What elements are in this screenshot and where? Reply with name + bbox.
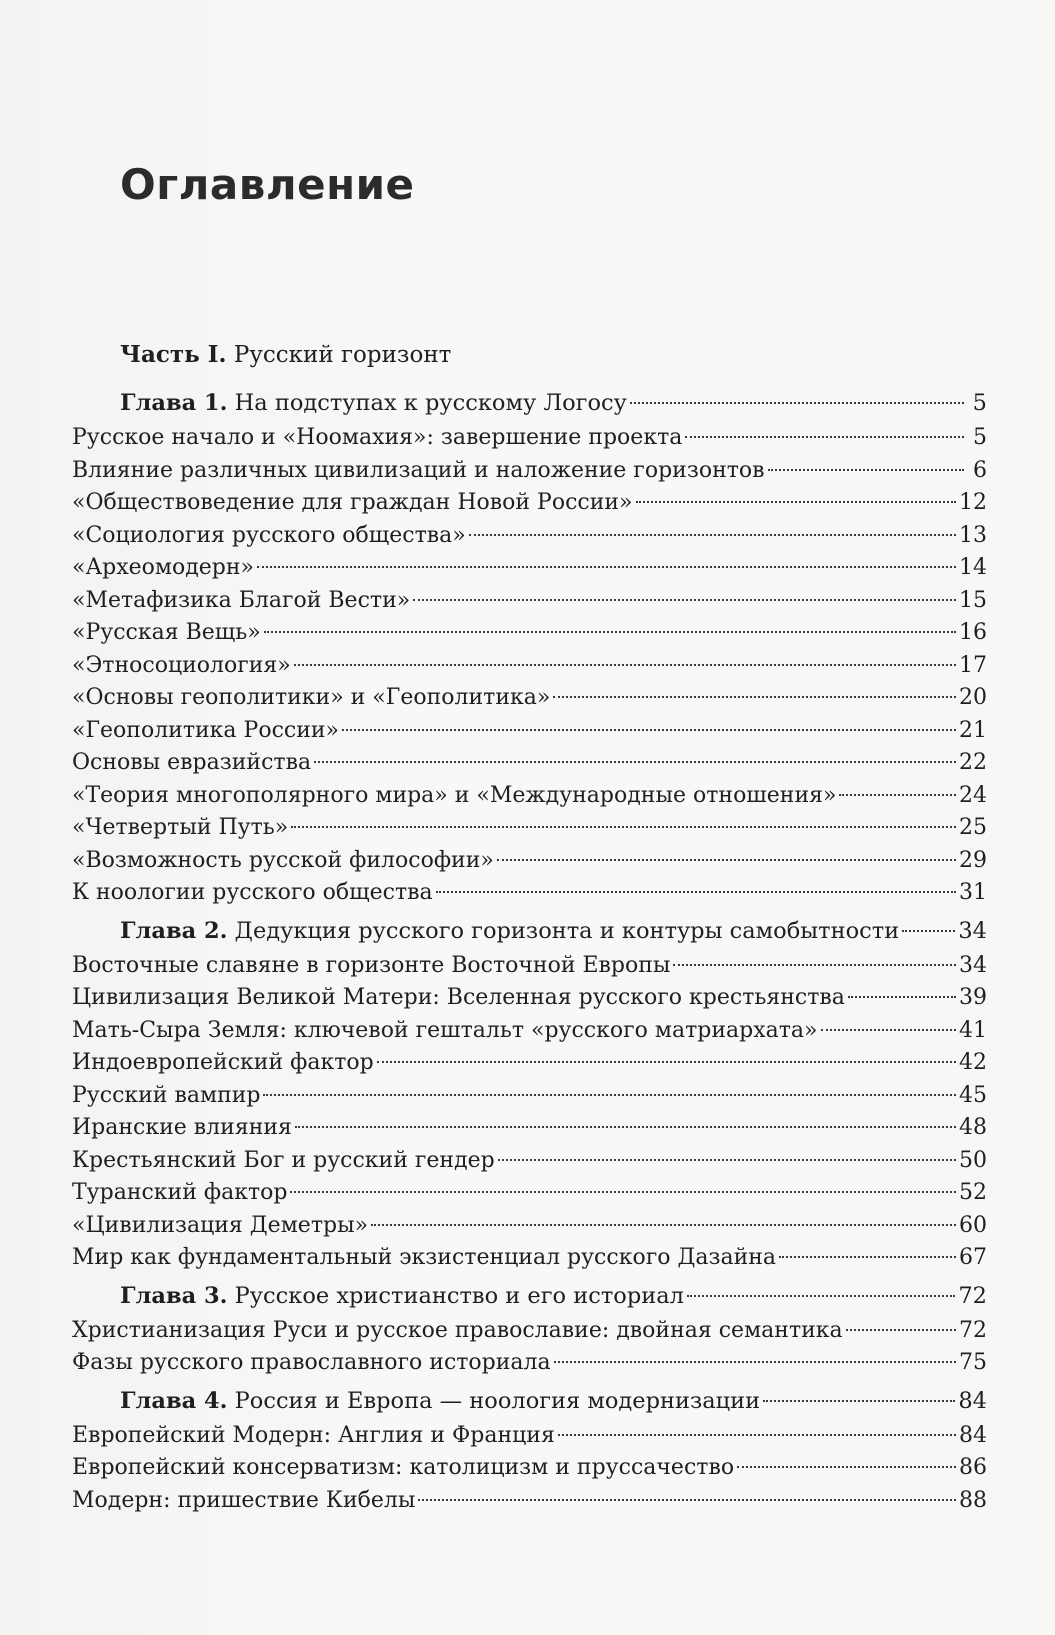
chapter-title-wrap: [120, 384, 627, 422]
dot-leader: [846, 1329, 956, 1331]
toc-entry[interactable]: [72, 1047, 987, 1080]
chapter-title: Русское христианство и его историал: [234, 1282, 684, 1309]
toc-entry[interactable]: [72, 1315, 987, 1348]
dot-leader: [673, 964, 956, 966]
dot-leader: [263, 1094, 956, 1096]
toc-entry[interactable]: [72, 520, 987, 553]
page-number: 6: [973, 457, 987, 483]
toc-entry[interactable]: [72, 1080, 987, 1113]
dot-leader: [413, 599, 956, 601]
dot-leader: [497, 859, 956, 861]
dot-leader: [763, 1400, 955, 1402]
chapter-title-wrap: [120, 1277, 684, 1315]
dot-leader: [377, 1061, 956, 1063]
page-number: 72: [958, 1282, 987, 1309]
chapter-prefix: Глава 4.: [120, 1387, 228, 1414]
toc-entry[interactable]: [72, 1177, 987, 1210]
entry-title: К ноологии русского общества: [72, 880, 433, 905]
toc-entry[interactable]: [72, 877, 987, 910]
page-number: 29: [959, 847, 987, 873]
dot-leader: [290, 1191, 956, 1193]
page-number: 41: [959, 1017, 987, 1043]
toc-entry[interactable]: [72, 682, 987, 715]
page-number: 84: [958, 1387, 987, 1414]
dot-leader: [821, 1029, 957, 1031]
toc-entry[interactable]: [72, 1485, 987, 1518]
page-number: 31: [959, 880, 987, 905]
chapter-title: На подступах к русскому Логосу: [234, 390, 627, 416]
entry-title: «Возможность русской философии»: [72, 847, 494, 873]
entry-title: Туранский фактор: [72, 1180, 288, 1205]
chapter-prefix: Глава 3.: [120, 1282, 228, 1309]
entry-title: «Этносоциология»: [72, 652, 291, 678]
dot-leader: [737, 1466, 956, 1468]
entry-title: Крестьянский Бог и русский гендер: [72, 1147, 495, 1173]
entry-title: «Социология русского общества»: [72, 522, 466, 548]
toc-entry[interactable]: [72, 552, 987, 585]
dot-leader: [902, 930, 955, 932]
toc-entry[interactable]: [72, 780, 987, 813]
dot-leader: [257, 566, 956, 568]
toc-entry[interactable]: [72, 1015, 987, 1048]
entry-title: Христианизация Руси и русское православие: двойная семантика: [72, 1317, 843, 1343]
dot-leader: [558, 1434, 956, 1436]
dot-leader: [636, 501, 956, 503]
toc-entry[interactable]: [72, 715, 987, 748]
page-number: 15: [959, 587, 987, 613]
page-number: 34: [959, 952, 987, 978]
entry-title: Фазы русского православного историала: [72, 1350, 551, 1375]
toc-entry[interactable]: [72, 1242, 987, 1275]
page-number: 34: [958, 917, 987, 944]
dot-leader: [687, 1295, 955, 1297]
page-number: 17: [959, 652, 987, 678]
dot-leader: [264, 631, 956, 633]
toc-entry[interactable]: [72, 1452, 987, 1485]
page-number: 5: [972, 390, 987, 416]
table-of-contents: [72, 336, 987, 1517]
entry-title: «Четвертый Путь»: [72, 815, 289, 840]
chapter-heading[interactable]: [72, 912, 987, 950]
page-number: 45: [959, 1082, 987, 1108]
toc-entry[interactable]: [72, 455, 987, 488]
chapter-prefix: Глава 2.: [120, 917, 228, 944]
entry-title: Основы евразийства: [72, 750, 312, 775]
entry-title: Цивилизация Великой Матери: Вселенная русского крестьянства: [72, 985, 845, 1010]
dot-leader: [371, 1224, 956, 1226]
dot-leader: [839, 794, 956, 796]
page-number: 48: [959, 1115, 987, 1140]
entry-title: Иранские влияния: [72, 1115, 292, 1140]
entry-title: «Геополитика России»: [72, 717, 340, 743]
page-number: 14: [959, 555, 987, 580]
dot-leader: [779, 1256, 956, 1258]
toc-entry[interactable]: [72, 845, 987, 878]
dot-leader: [294, 664, 956, 666]
chapter-3-items: [72, 1315, 987, 1380]
toc-entry[interactable]: [72, 982, 987, 1015]
page-number: 16: [959, 620, 987, 645]
page-number: 13: [959, 522, 987, 548]
chapter-title-wrap: [120, 912, 899, 950]
entry-title: «Основы геополитики» и «Геополитика»: [72, 685, 551, 710]
chapter-title-wrap: [120, 1382, 760, 1420]
page-number: 84: [959, 1422, 987, 1448]
page-number: 67: [959, 1245, 987, 1270]
page-number: 22: [959, 750, 987, 775]
chapter-heading[interactable]: [72, 1382, 987, 1420]
toc-entry[interactable]: [72, 950, 987, 983]
dot-leader: [469, 534, 956, 536]
chapter-prefix: Глава 1.: [120, 390, 228, 416]
dot-leader: [848, 996, 956, 998]
dot-leader: [554, 1361, 956, 1363]
dot-leader: [295, 1126, 956, 1128]
page-number: 24: [959, 782, 987, 808]
dot-leader: [291, 826, 956, 828]
entry-title: Восточные славяне в горизонте Восточной Европы: [72, 952, 671, 978]
page-number: 42: [959, 1050, 987, 1075]
entry-title: Влияние различных цивилизаций и наложение горизонтов: [72, 457, 765, 483]
toc-entry[interactable]: [72, 585, 987, 618]
dot-leader: [630, 402, 964, 404]
entry-title: «Обществоведение для граждан Новой России»: [72, 490, 633, 515]
entry-title: Европейский Модерн: Англия и Франция: [72, 1422, 555, 1448]
toc-entry[interactable]: [72, 1210, 987, 1243]
chapter-heading[interactable]: [72, 1277, 987, 1315]
entry-title: «Метафизика Благой Вести»: [72, 587, 411, 613]
entry-title: «Русская Вещь»: [72, 620, 261, 645]
page-number: 72: [959, 1317, 987, 1343]
part-title: Русский горизонт: [233, 342, 452, 368]
chapter-heading[interactable]: [72, 384, 987, 422]
entry-title: Мать-Сыра Земля: ключевой гештальт «русского матриархата»: [72, 1017, 818, 1043]
toc-entry[interactable]: [72, 1347, 987, 1380]
toc-entry[interactable]: [72, 1112, 987, 1145]
dot-leader: [436, 891, 956, 893]
chapter-title: Дедукция русского горизонта и контуры самобытности: [234, 917, 900, 944]
page-number: 5: [973, 425, 987, 450]
entry-title: Модерн: пришествие Кибелы: [72, 1487, 416, 1513]
entry-title: «Археомодерн»: [72, 555, 255, 580]
toc-entry[interactable]: [72, 1145, 987, 1178]
chapter-1-items: [72, 422, 987, 910]
toc-entry[interactable]: [72, 487, 987, 520]
page-number: 20: [959, 685, 987, 710]
dot-leader: [418, 1499, 956, 1501]
entry-title: «Теория многополярного мира» и «Международные отношения»: [72, 782, 837, 808]
chapter-title: Россия и Европа — ноология модернизации: [234, 1387, 761, 1414]
toc-entry[interactable]: [72, 650, 987, 683]
toc-entry[interactable]: [72, 1420, 987, 1453]
chapter-4-items: [72, 1420, 987, 1518]
toc-entry[interactable]: [72, 747, 987, 780]
toc-entry[interactable]: [72, 422, 987, 455]
entry-title: Русский вампир: [72, 1082, 261, 1108]
dot-leader: [314, 761, 956, 763]
page-number: 12: [959, 490, 987, 515]
dot-leader: [685, 436, 964, 438]
part-prefix: Часть I.: [120, 341, 227, 368]
page-title: Оглавление: [120, 160, 415, 209]
dot-leader: [342, 729, 956, 731]
entry-title: Индоевропейский фактор: [72, 1050, 374, 1075]
toc-entry[interactable]: [72, 812, 987, 845]
toc-entry[interactable]: [72, 617, 987, 650]
dot-leader: [498, 1159, 956, 1161]
page-number: 60: [959, 1212, 987, 1238]
entry-title: Русское начало и «Ноомахия»: завершение проекта: [72, 425, 683, 450]
dot-leader: [553, 696, 956, 698]
page-number: 25: [959, 815, 987, 840]
entry-title: Европейский консерватизм: католицизм и пруссачество: [72, 1455, 735, 1480]
page-number: 75: [959, 1350, 987, 1375]
page-number: 39: [959, 985, 987, 1010]
page-number: 50: [959, 1147, 987, 1173]
part-heading: [72, 336, 987, 374]
entry-title: «Цивилизация Деметры»: [72, 1212, 369, 1238]
page-number: 88: [959, 1487, 987, 1513]
chapter-2-items: [72, 950, 987, 1275]
page-number: 52: [959, 1180, 987, 1205]
page-number: 21: [959, 717, 987, 743]
dot-leader: [768, 469, 964, 471]
page-number: 86: [959, 1455, 987, 1480]
entry-title: Мир как фундаментальный экзистенциал русского Дазайна: [72, 1245, 777, 1270]
